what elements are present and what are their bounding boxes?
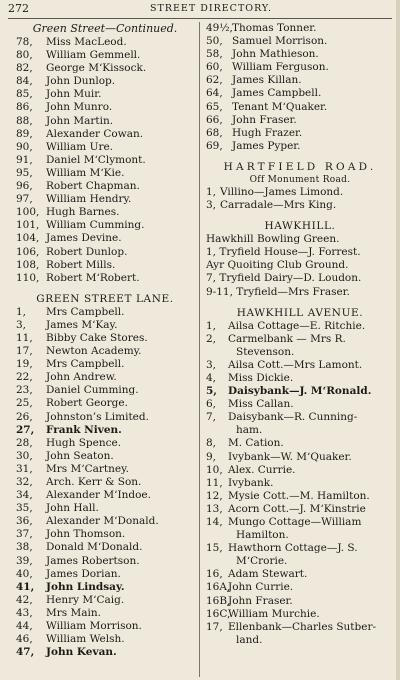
entry-text: John Andrew. [46,371,117,384]
list-item [206,621,394,634]
list-item [16,502,194,515]
entry-text: Robert Dunlop. [46,245,128,258]
list-item [16,115,194,128]
entry-continuation: ham. [236,424,263,437]
list-item [16,193,194,206]
list-item [16,528,194,541]
entry-text: Alexander M‘Donald. [46,515,159,528]
entry-number: 42, [16,593,33,606]
list-item [16,371,194,384]
entry-number: 82, [16,62,33,75]
entry-number: 3, [206,199,217,212]
entry-number: 17, [16,345,33,358]
entry-text: John Martin. [46,114,114,127]
entry-number: 15, [206,542,223,555]
entry-text: John Kevan. [46,646,117,659]
section-title-hawkhill-avenue: HAWKHILL AVENUE. [236,306,364,319]
entry-text: Mrs Campbell. [46,305,125,318]
entry-number: 22, [16,371,33,384]
entry-number: 11, [16,331,33,344]
entry-continuation: Stevenson. [236,345,295,358]
entry-text: Tenant M‘Quaker. [232,100,328,113]
entry-number: 100, [16,206,40,219]
entry-text: Ivybank. [228,476,274,489]
entry-text: James Dorian. [46,567,121,580]
entry-text: John Dunlop. [46,75,116,88]
entry-number: 60, [206,61,223,74]
entry-number: 88, [16,114,33,127]
entry-text: John Fraser. [228,594,293,607]
list-item [206,186,394,199]
entry-text: Bibby Cake Stores. [46,331,148,344]
list-item [16,646,194,659]
entry-number: 80, [16,49,33,62]
entry-number: 96, [16,180,33,193]
entry-text: Daisybank—J. M‘Ronald. [228,385,372,398]
list-item [206,503,394,516]
entry-text: James Campbell. [232,87,322,100]
list-item [206,464,394,477]
list-item [16,246,194,259]
entry-text: James Robertson. [46,554,140,567]
list-item: Hawkhill Bowling Green. [206,233,340,246]
entry-number: 41, [16,580,35,593]
list-item [206,411,394,424]
entry-number: 2, [206,332,217,345]
entry-text: Carmelbank — Mrs R. [228,332,346,345]
entry-text: Mrs Campbell. [46,358,125,371]
entry-number: 14, [206,516,223,528]
entry-number: 108, [16,258,40,271]
left-column [16,22,194,659]
entry-text: John Hall. [46,502,99,515]
list-item [16,62,194,75]
entry-number: 36, [16,515,33,528]
list-item [206,320,394,333]
list-item [206,398,394,411]
entry-number: 17, [206,620,223,633]
entry-continuation: Hamilton. [236,529,289,542]
list-item [206,61,394,74]
list-item [16,463,194,476]
list-item [16,154,194,167]
entry-number: 5, [206,385,217,398]
entry-text: Samuel Morrison. [232,35,328,48]
list-item [16,345,194,358]
entry-number: 12, [206,489,223,502]
list-item [16,259,194,272]
list-item [16,75,194,88]
entry-text: John Lindsay. [46,580,125,593]
entry-text: John Thomson. [46,528,126,541]
green-street-cont-entries [206,22,394,153]
list-item [16,594,194,607]
entry-text: William Morrison. [46,620,142,633]
entry-number: 25, [16,397,33,410]
entry-text: Daniel M‘Clymont. [46,153,146,166]
list-item [16,272,194,285]
right-column [206,22,394,647]
entry-text: Robert Mills. [46,258,116,271]
entry-text: George M‘Kissock. [46,62,147,75]
list-item [206,101,394,114]
entry-continuation: land. [236,633,263,646]
list-item [16,219,194,232]
list-item [16,232,194,245]
entry-text: Alex. Currie. [228,463,296,476]
entry-number: 49½, [206,22,233,34]
list-item [16,555,194,568]
entry-number: 11, [206,476,223,489]
hawkhill-entries [206,233,394,298]
entry-number: 4, [206,371,217,384]
entry-number: 47, [16,646,35,659]
header-rule [8,18,392,19]
list-item [16,541,194,554]
list-item [16,397,194,410]
list-item [206,516,394,529]
hartfield-entries [206,186,394,212]
list-item [16,88,194,101]
entry-number: 39, [16,554,33,567]
list-item [206,48,394,61]
entry-text: John Currie. [228,581,294,594]
continued-subheading: Green Street—Continued. [32,22,178,35]
entry-number: 1, [206,185,217,198]
entry-number: 3, [206,358,217,371]
entry-number: 46, [16,633,33,646]
green-street-entries [16,36,194,285]
entry-text: James Pyper. [232,139,301,152]
list-item [16,319,194,332]
list-item [16,141,194,154]
entry-text: Adam Stewart. [228,568,308,581]
entry-number: 89, [16,127,33,140]
entry-number: 1, [16,305,27,318]
list-item [16,101,194,114]
list-item [16,306,194,319]
entry-number: 90, [16,140,33,153]
entry-text: Mungo Cottage—William [228,516,362,528]
list-item [206,199,394,212]
entry-number: 104, [16,232,40,245]
entry-number: 31, [16,462,33,475]
entry-number: 16B, [206,594,231,607]
entry-text: Miss MacLeod. [46,36,127,48]
list-item [206,542,394,555]
entry-number: 38, [16,541,33,554]
entry-text: Miss Dickie. [228,371,294,384]
list-item [16,568,194,581]
entry-text: Thomas Tonner. [232,22,317,34]
entry-number: 85, [16,88,33,101]
list-item [206,477,394,490]
entry-number: 68, [206,126,223,139]
list-item [16,607,194,620]
entry-number: 84, [16,75,33,88]
list-item [206,595,394,608]
list-item: 1, Tryfield House—J. Forrest. [206,246,361,259]
list-item [16,332,194,345]
list-item [206,608,394,621]
entry-number: 9, [206,450,217,463]
entry-text: Robert M‘Robert. [46,271,140,284]
list-item [206,359,394,372]
list-item [206,372,394,385]
entry-number: 86, [16,101,33,114]
entry-text: Carradale—Mrs King. [220,199,337,212]
entry-number: 66, [206,113,223,126]
list-item [16,180,194,193]
entry-text: Arch. Kerr & Son. [46,476,142,488]
entry-number: 64, [206,87,223,100]
entry-text: Ailsa Cott.—Mrs Lamont. [228,358,363,371]
list-item [16,36,194,49]
entry-number: 16, [206,568,223,581]
list-item: Ayr Quoiting Club Ground. [206,259,349,272]
entry-text: William Cumming. [46,219,145,232]
entry-number: 8, [206,437,217,450]
list-item [206,140,394,153]
entry-text: Donald M‘Donald. [46,541,143,554]
list-item [16,633,194,646]
list-item [206,114,394,127]
entry-text: Ellenbank—Charles Sutber- [228,620,377,633]
entry-number: 40, [16,567,33,580]
entry-text: Hugh Frazer. [232,126,303,139]
list-item [206,35,394,48]
entry-text: Robert Chapman. [46,180,140,193]
entry-number: 27, [16,423,35,436]
entry-number: 106, [16,245,40,258]
entry-text: Johnston’s Limited. [46,410,149,423]
page-header [0,0,400,18]
entry-text: Hawthorn Cottage—J. S. [228,542,358,555]
entry-text: Alexander Cowan. [46,127,144,140]
list-item [206,74,394,87]
entry-text: James Killan. [232,74,302,87]
entry-number: 37, [16,528,33,541]
page-edge [396,0,400,680]
list-item [206,437,394,450]
entry-number: 23, [16,384,33,397]
entry-text: William Murchie. [228,607,320,620]
entry-number: 91, [16,153,33,166]
entry-text: Robert George. [46,397,128,410]
entry-text: Mysie Cott.—M. Hamilton. [228,489,370,502]
entry-text: William Ure. [46,140,114,153]
section-title-green-street-lane: GREEN STREET LANE. [36,292,174,305]
list-item [16,476,194,489]
entry-number: 50, [206,35,223,48]
list-item [206,451,394,464]
list-item [16,206,194,219]
list-item [16,489,194,502]
entry-number: 58, [206,48,223,61]
entry-text: Acorn Cott.—J. M‘Kinstrie [228,502,366,515]
list-item [16,49,194,62]
entry-number: 10, [206,463,223,476]
entry-number: 69, [206,139,223,152]
entry-continuation: M‘Crorie. [236,555,288,568]
list-item [206,581,394,594]
list-item [16,581,194,594]
green-street-lane-entries [16,306,194,660]
entry-text: William Gemmell. [46,49,141,62]
entry-number: 1, [206,319,217,332]
entry-text: Mrs M‘Cartney. [46,462,129,475]
hartfield-subheading: Off Monument Road. [249,174,351,185]
entry-text: William Ferguson. [232,61,329,74]
entry-number: 44, [16,620,33,633]
entry-number: 16C, [206,607,231,620]
entry-number: 78, [16,36,33,48]
entry-number: 95, [16,166,33,179]
entry-text: John Mathieson. [232,48,319,61]
entry-text: Mrs Main. [46,606,101,619]
list-item [16,384,194,397]
list-item: 7, Tryfield Dairy—D. Loudon. [206,272,362,285]
entry-text: William M‘Kie. [46,166,125,179]
entry-text: Miss Callan. [228,398,294,411]
entry-number: 26, [16,410,33,423]
list-item: 9-11, Tryfield—Mrs Fraser. [206,285,350,298]
list-item [206,127,394,140]
list-item [16,358,194,371]
entry-number: 7, [206,411,217,424]
entry-number: 30, [16,449,33,462]
list-item [206,490,394,503]
entry-number: 35, [16,502,33,515]
entry-number: 28, [16,436,33,449]
entry-text: James Devine. [46,232,122,245]
list-item [206,385,394,398]
list-item [16,411,194,424]
list-item [16,450,194,463]
list-item [16,515,194,528]
list-item [206,87,394,100]
hawkhill-avenue-entries [206,320,394,647]
list-item [16,424,194,437]
entry-number: 3, [16,318,27,331]
page-number: 272 [8,2,29,15]
entry-text: John Seaton. [46,449,114,462]
entry-number: 13, [206,502,223,515]
entry-text: Frank Niven. [46,423,122,436]
entry-text: John Muir. [46,88,102,101]
section-title-hartfield-road: HARTFIELD ROAD. [223,160,377,173]
entry-number: 32, [16,476,33,488]
entry-text: Hugh Barnes. [46,206,120,219]
entry-number: 6, [206,398,217,411]
column-divider [199,22,200,677]
entry-text: Villino—James Limond. [220,185,344,198]
entry-text: Hugh Spence. [46,436,122,449]
entry-text: John Fraser. [232,113,297,126]
entry-text: M. Cation. [228,437,284,450]
entry-text: Ivybank—W. M‘Quaker. [228,450,352,463]
entry-text: Alexander M‘Indoe. [46,489,151,502]
section-title-hawkhill: HAWKHILL. [264,220,336,233]
list-item [16,167,194,180]
list-item [16,620,194,633]
list-item [206,568,394,581]
running-title: STREET DIRECTORY. [150,3,273,14]
entry-number: 97, [16,193,33,206]
entry-text: Newton Academy. [46,345,142,358]
entry-number: 19, [16,358,33,371]
entry-number: 65, [206,100,223,113]
entry-number: 101, [16,219,40,232]
entry-text: Daisybank—R. Cunning- [228,411,358,424]
list-item [206,333,394,346]
list-item [16,437,194,450]
entry-text: John Munro. [46,101,113,114]
entry-number: 16A, [206,581,231,594]
entry-text: Henry M‘Caig. [46,593,125,606]
entry-number: 62, [206,74,223,87]
list-item [206,22,394,35]
entry-text: James M‘Kay. [46,318,118,331]
entry-number: 110, [16,271,40,284]
list-item [16,128,194,141]
entry-text: Daniel Cumming. [46,384,139,397]
entry-text: William Hendry. [46,193,132,206]
entry-number: 34, [16,489,33,502]
entry-text: William Welsh. [46,633,125,646]
entry-text: Ailsa Cottage—E. Ritchie. [228,319,366,332]
entry-number: 43, [16,606,33,619]
